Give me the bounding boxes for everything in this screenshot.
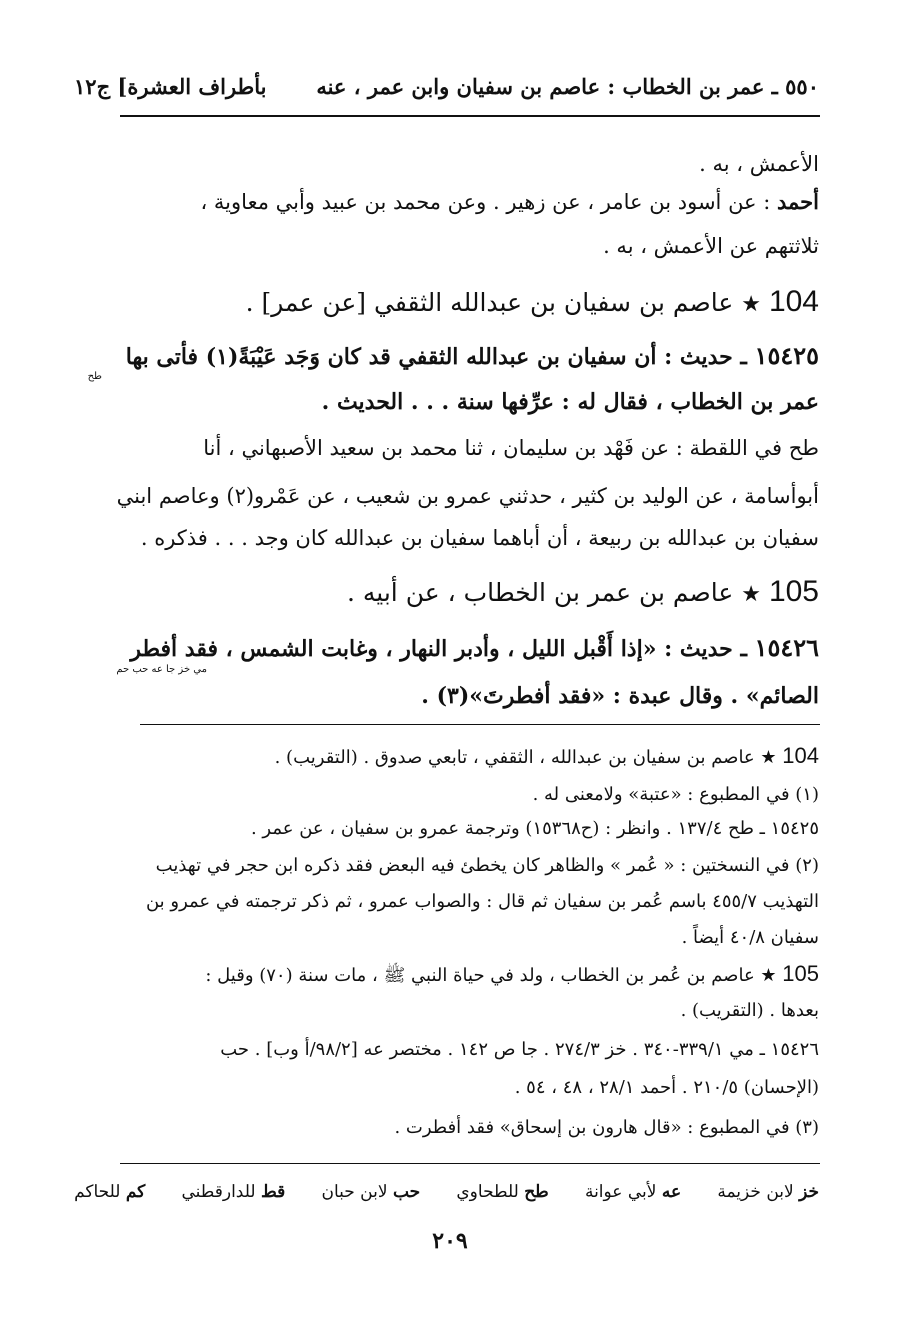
note-number: 104 xyxy=(782,743,819,768)
note-number: 105 xyxy=(782,961,819,986)
star-icon: ★ xyxy=(741,582,761,607)
abbreviation: طح للطحاوي xyxy=(456,1182,549,1202)
text-line: أبوأسامة ، عن الوليد بن كثير ، حدثني عمرو بن شعيب ، عن عَمْرو(٢) وعاصم ابني xyxy=(116,484,819,508)
source-label: أحمد xyxy=(777,189,819,214)
running-head-section: ٥٥٠ ـ عمر بن الخطاب : عاصم بن سفيان وابن عمر ، عنه xyxy=(316,74,819,99)
footnote-105: 105 ★ عاصم بن عُمر بن الخطاب ، ولد في حياة النبي ﷺ ، مات سنة (٧٠) وقيل : xyxy=(205,961,819,986)
running-head-book: بأطراف العشرة] ج١٢ xyxy=(74,74,267,99)
abbreviation: عه لأبي عوانة xyxy=(584,1182,682,1202)
footnote-3: (٣) في المطبوع : «قال هارون بن إسحاق» فقد أفطرت . xyxy=(394,1117,819,1138)
footnote-1: (١) في المطبوع : «عتبة» ولامعنى له . xyxy=(532,784,819,805)
entry-heading-105 xyxy=(74,572,819,615)
star-icon: ★ xyxy=(760,747,777,768)
footnote-15426-cont: (الإحسان) ٢١٠/٥ . أحمد ٢٨/١ ، ٤٨ ، ٥٤ . xyxy=(514,1077,819,1098)
entry-title: عاصم بن عمر بن الخطاب ، عن أبيه . xyxy=(347,578,742,607)
hadith-15425: ١٥٤٢٥ ـ حديث : أن سفيان بن عبدالله الثقفي قد كان وَجَد عَيْبَةً(١) فأتى بها xyxy=(125,341,819,370)
abbreviation: كم للحاكم xyxy=(74,1182,146,1202)
hadith-15426: ١٥٤٢٦ ـ حديث : «إذا أَقْبل الليل ، وأدبر النهار ، وغابت الشمس ، فقد أفطر xyxy=(130,633,819,662)
entry-number: 105 xyxy=(768,575,819,608)
page-number: ٢٠٩ xyxy=(432,1228,468,1254)
footnote-2-cont: التهذيب ٤٥٥/٧ باسم عُمر بن سفيان ثم قال : والصواب عمرو ، ثم ذكر ترجمته في عمرو بن xyxy=(145,891,819,912)
running-head xyxy=(74,72,819,102)
footnote-2: (٢) في النسختين : « عُمر » والظاهر كان يخطئ فيه البعض فقد ذكره ابن حجر في تهذيب xyxy=(155,855,819,876)
hadith-number: ١٥٤٢٦ xyxy=(754,633,819,662)
footnote-105-cont: بعدها . (التقريب) . xyxy=(680,1000,819,1021)
entry-title: عاصم بن سفيان بن عبدالله الثقفي [عن عمر] . xyxy=(245,288,742,317)
text-line: الصائم» . وقال عبدة : «فقد أفطرتَ»(٣) . xyxy=(421,683,819,709)
footnote-15426: ١٥٤٢٦ ـ مي ٣٣٩/١-٣٤٠ . خز ٢٧٤/٣ . جا ص ١٤٢ . مختصر عه [٩٨/٢/أ وب] . حب xyxy=(220,1039,819,1060)
text-line: عمر بن الخطاب ، فقال له : عرِّفها سنة . . . الحديث . xyxy=(321,389,819,415)
text-line: أحمد : عن أسود بن عامر ، عن زهير . وعن محمد بن عبيد وأبي معاوية ، xyxy=(200,189,819,214)
text-line: الأعمش ، به . xyxy=(699,152,819,176)
entry-heading-104 xyxy=(74,282,819,325)
abbreviation: قط للدارقطني xyxy=(181,1182,286,1202)
entry-number: 104 xyxy=(768,285,819,318)
source-tag: مي خز جا عه حب حم xyxy=(116,664,207,675)
footnote-104: 104 ★ عاصم بن سفيان بن عبدالله ، الثقفي ، تابعي صدوق . (التقريب) . xyxy=(274,743,819,768)
text-line: ثلاثتهم عن الأعمش ، به . xyxy=(603,234,819,258)
hadith-number: ١٥٤٢٥ xyxy=(754,341,819,370)
header-divider xyxy=(120,115,820,117)
footnote-divider xyxy=(140,724,820,725)
abbreviation: حب لابن حبان xyxy=(321,1182,421,1202)
text-line: طح في اللقطة : عن فَهْد بن سليمان ، ثنا محمد بن سعيد الأصبهاني ، أنا xyxy=(203,436,819,460)
abbreviations-divider xyxy=(120,1163,820,1164)
footnote-15425: ١٥٤٢٥ ـ طح ١٣٧/٤ . وانظر : (ح١٥٣٦٨) وترجمة عمرو بن سفيان ، عن عمر . xyxy=(250,818,819,839)
star-icon: ★ xyxy=(760,965,777,986)
footnote-2-cont: سفيان ٤٠/٨ أيضاً . xyxy=(681,927,819,948)
abbreviations-key xyxy=(74,1178,819,1208)
abbreviation: خز لابن خزيمة xyxy=(717,1182,819,1202)
source-tag: طح xyxy=(87,371,102,382)
text-line: سفيان بن عبدالله بن ربيعة ، أن أباهما سفيان بن عبدالله كان وجد . . . فذكره . xyxy=(140,526,819,550)
star-icon: ★ xyxy=(741,292,761,317)
